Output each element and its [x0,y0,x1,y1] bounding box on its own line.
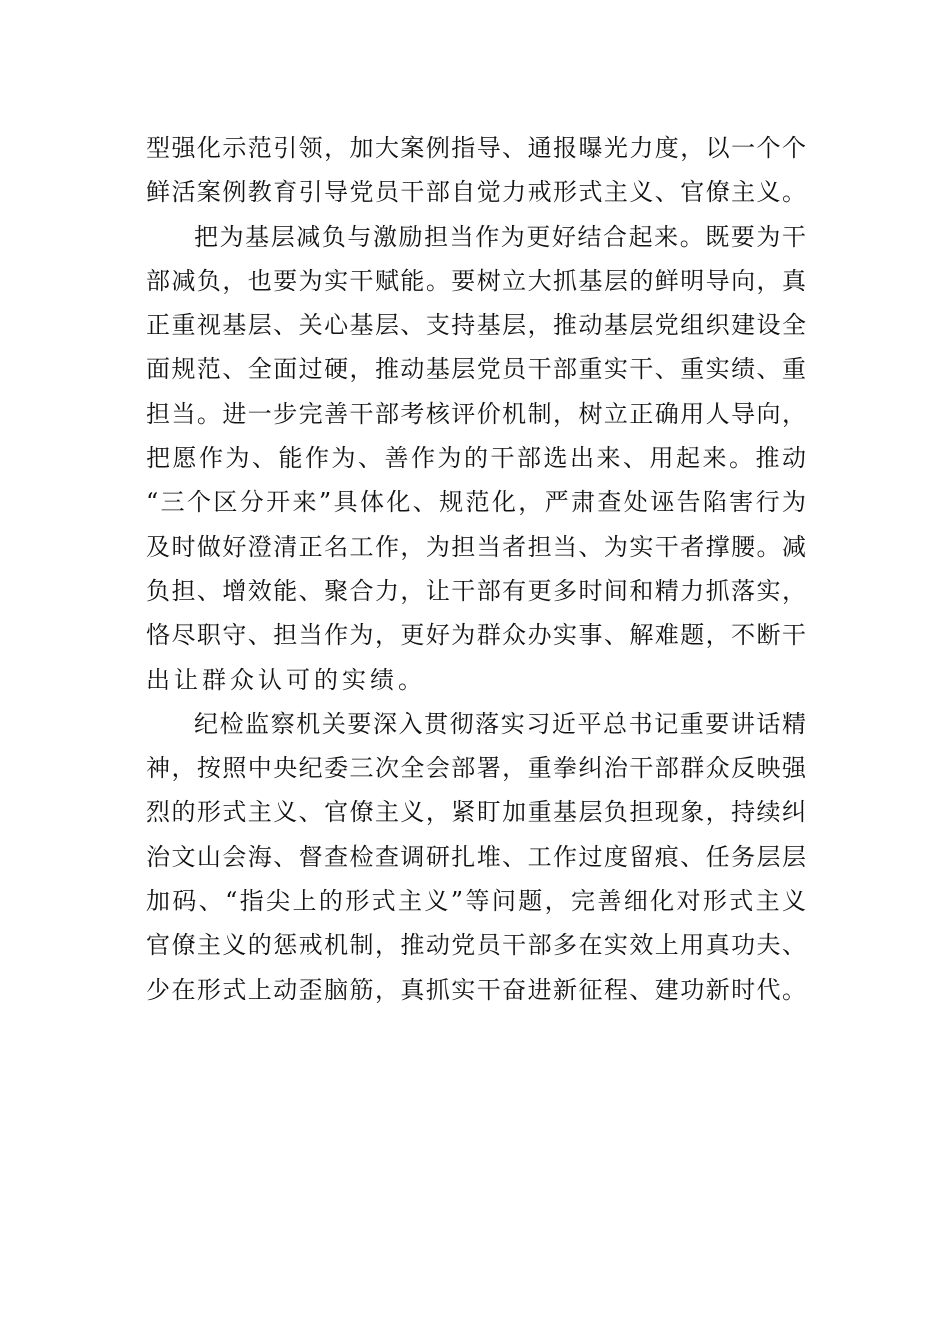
text-line: 负 担 、 增 效 能 、 聚 合 力 ， 让 干 部 有 更 多 时 间 和 精 力 抓 落 实 ， [146,576,806,605]
text-line: “ 三 个 区 分 开 来 ” 具 体 化 、 规 范 化 ， 严 肃 查 处 诬 告 陷 害 行 为 [146,488,806,517]
text-line: 担 当 。 进 一 步 完 善 干 部 考 核 评 价 机 制 ， 树 立 正 确 用 人 导 向 ， [146,399,806,428]
text-line: 加 码 、 “ 指 尖 上 的 形 式 主 义 ” 等 问 题 ， 完 善 细 化 对 形 式 主 义 [146,887,806,916]
paragraph-3 [146,702,806,1012]
text-line: 把 愿 作 为 、 能 作 为 、 善 作 为 的 干 部 选 出 来 、 用 起 来 。 推 动 [146,444,806,473]
text-line: 官 僚 主 义 的 惩 戒 机 制 ， 推 动 党 员 干 部 多 在 实 效 上 用 真 功 夫 、 [146,931,806,960]
text-line: 恪 尽 职 守 、 担 当 作 为 ， 更 好 为 群 众 办 实 事 、 解 难 题 ， 不 断 干 [146,621,806,650]
text-line: 正 重 视 基 层 、 关 心 基 层 、 支 持 基 层 ， 推 动 基 层 党 组 织 建 设 全 [146,311,806,340]
text-line: 面 规 范 、 全 面 过 硬 ， 推 动 基 层 党 员 干 部 重 实 干 、 重 实 绩 、 重 [146,355,806,384]
text-line: 神 ， 按 照 中 央 纪 委 三 次 全 会 部 署 ， 重 拳 纠 治 干 部 群 众 反 映 强 [146,754,806,783]
paragraph-1 [146,126,806,215]
text-line: 型 强 化 示 范 引 领 ， 加 大 案 例 指 导 、 通 报 曝 光 力 度 ， 以 一 个 个 [146,134,806,162]
text-line: 纪 检 监 察 机 关 要 深 入 贯 彻 落 实 习 近 平 总 书 记 重 要 讲 话 精 [194,709,806,738]
text-line: 部 减 负 ， 也 要 为 实 干 赋 能 。 要 树 立 大 抓 基 层 的 鲜 明 导 向 ， 真 [146,266,806,295]
body-text [146,126,806,1012]
text-line: 烈 的 形 式 主 义 、 官 僚 主 义 ， 紧 盯 加 重 基 层 负 担 现 象 ， 持 续 纠 [146,798,806,827]
text-line: 少 在 形 式 上 动 歪 脑 筋 ， 真 抓 实 干 奋 进 新 征 程 、 建 功 新 时 代 。 [146,975,806,1004]
paragraph-2 [146,215,806,702]
text-line: 出让群众认可的实绩。 [146,665,426,694]
text-line: 治 文 山 会 海 、 督 查 检 查 调 研 扎 堆 、 工 作 过 度 留 痕 、 任 务 层 层 [146,842,806,871]
text-line: 鲜 活 案 例 教 育 引 导 党 员 干 部 自 觉 力 戒 形 式 主 义 、 官 僚 主 义 。 [146,178,806,207]
text-line: 把 为 基 层 减 负 与 激 励 担 当 作 为 更 好 结 合 起 来 。 既 要 为 干 [194,222,806,251]
text-line: 及 时 做 好 澄 清 正 名 工 作 ， 为 担 当 者 担 当 、 为 实 干 者 撑 腰 。 减 [146,532,806,561]
